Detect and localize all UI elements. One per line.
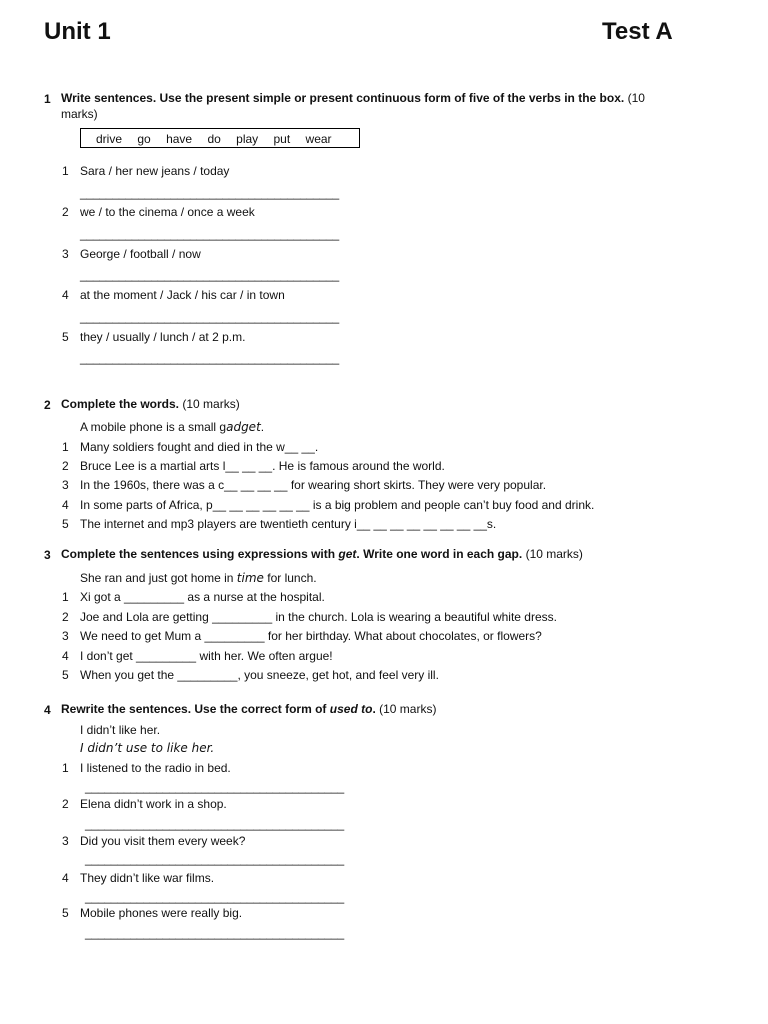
q4-item-prompt: I listened to the radio in bed. (80, 761, 231, 775)
verb-box (80, 128, 360, 148)
verb-word: wear (305, 132, 332, 146)
q4-instruction (61, 701, 711, 717)
q3-item-number: 2 (62, 610, 69, 624)
q4-item-number: 1 (62, 761, 69, 775)
q2-number: 2 (44, 398, 51, 412)
q1-item-number: 2 (62, 205, 69, 219)
q1-item-number: 3 (62, 247, 69, 261)
q1-item-number: 1 (62, 164, 69, 178)
verb-word: drive (96, 132, 123, 146)
q1-item-number: 5 (62, 330, 69, 344)
q2-item-number: 4 (62, 498, 69, 512)
answer-line[interactable]: ________________________________________ (80, 227, 339, 241)
q2-item-text: Many soldiers fought and died in the w__ __. (80, 440, 319, 454)
q4-instruction-usedto: used to (329, 702, 373, 716)
answer-line[interactable]: ________________________________________ (85, 852, 344, 866)
verb-word: put (273, 132, 291, 146)
q3-example-text: She ran and just got home in (80, 571, 234, 585)
q1-instruction (61, 90, 711, 122)
q1-item-prompt: Sara / her new jeans / today (80, 164, 230, 178)
q3-item-number: 4 (62, 649, 69, 663)
q3-item-number: 5 (62, 668, 69, 682)
q4-example-question: I didn’t like her. (80, 723, 161, 737)
q3-item-text: When you get the _________, you sneeze, get hot, and feel very ill. (80, 668, 439, 682)
q4-item-number: 3 (62, 834, 69, 848)
q1-marks-b: marks) (61, 107, 98, 121)
q4-item-number: 5 (62, 906, 69, 920)
q4-item-number: 4 (62, 871, 69, 885)
q2-item-number: 2 (62, 459, 69, 473)
q4-item-number: 2 (62, 797, 69, 811)
q3-instruction-a: Complete the sentences using expressions with (61, 547, 336, 561)
q4-marks: (10 marks) (379, 702, 437, 716)
q4-instruction-b: . (372, 702, 376, 716)
q3-item-text: Joe and Lola are getting _________ in the church. Lola is wearing a beautiful white dress. (80, 610, 557, 624)
q4-example-answer: I didn’t use to like her. (80, 741, 215, 755)
answer-line[interactable]: ________________________________________ (85, 817, 344, 831)
q1-item-prompt: at the moment / Jack / his car / in town (80, 288, 285, 302)
q3-example-answer: time (236, 571, 264, 585)
q3-item-number: 1 (62, 590, 69, 604)
verb-word: go (137, 132, 151, 146)
q2-item-text: In some parts of Africa, p__ __ __ __ __ __ is a big problem and people can’t buy food and drink. (80, 498, 595, 512)
q2-example-end: . (260, 420, 265, 434)
q4-number: 4 (44, 703, 51, 717)
answer-line[interactable]: ________________________________________ (85, 926, 344, 940)
q2-instruction-bold: Complete the words. (61, 397, 180, 411)
q4-item-prompt: Did you visit them every week? (80, 834, 246, 848)
q1-item-prompt: they / usually / lunch / at 2 p.m. (80, 330, 246, 344)
test-title: Test A (602, 18, 673, 45)
q2-item-number: 5 (62, 517, 69, 531)
answer-line[interactable]: ________________________________________ (80, 268, 339, 282)
answer-line[interactable]: ________________________________________ (80, 310, 339, 324)
q3-marks: (10 marks) (525, 547, 583, 561)
q4-instruction-a: Rewrite the sentences. Use the correct form of (61, 702, 327, 716)
q2-example-answer: adget (226, 420, 261, 434)
q4-item-prompt: Mobile phones were really big. (80, 906, 243, 920)
q3-item-text: I don’t get _________ with her. We often argue! (80, 649, 333, 663)
q2-marks: (10 marks) (182, 397, 240, 411)
q3-item-text: We need to get Mum a _________ for her birthday. What about chocolates, or flowers? (80, 629, 542, 643)
verb-word: play (236, 132, 259, 146)
q1-marks-a: (10 (627, 91, 645, 105)
q2-item-text: Bruce Lee is a martial arts l__ __ __. He is famous around the world. (80, 459, 445, 473)
q3-item-text: Xi got a _________ as a nurse at the hospital. (80, 590, 325, 604)
q2-instruction (61, 396, 711, 412)
q3-instruction (61, 546, 711, 562)
answer-line[interactable]: ________________________________________ (85, 780, 344, 794)
q2-item-text: The internet and mp3 players are twentieth century i__ __ __ __ __ __ __ __s. (80, 517, 497, 531)
answer-line[interactable]: ________________________________________ (80, 351, 339, 365)
answer-line[interactable]: ________________________________________ (85, 890, 344, 904)
q1-number: 1 (44, 92, 51, 106)
q2-item-text: In the 1960s, there was a c__ __ __ __ for wearing short skirts. They were very popular. (80, 478, 547, 492)
q1-instruction-bold: Write sentences. Use the present simple or present continuous form of five of the verbs in the box. (61, 91, 625, 105)
q1-item-prompt: we / to the cinema / once a week (80, 205, 255, 219)
q2-item-number: 3 (62, 478, 69, 492)
verb-word: do (207, 132, 221, 146)
unit-title: Unit 1 (44, 18, 111, 45)
q4-item-prompt: Elena didn’t work in a shop. (80, 797, 227, 811)
verb-word: have (166, 132, 193, 146)
q4-item-prompt: They didn’t like war films. (80, 871, 215, 885)
q3-example (80, 571, 317, 585)
q2-example (80, 420, 264, 434)
q3-item-number: 3 (62, 629, 69, 643)
q3-instruction-b: . Write one word in each gap. (356, 547, 523, 561)
answer-line[interactable]: ________________________________________ (80, 186, 339, 200)
q2-example-text: A mobile phone is a small g (80, 420, 227, 434)
q3-example-end: for lunch. (267, 571, 317, 585)
q1-item-prompt: George / football / now (80, 247, 201, 261)
q3-instruction-get: get (338, 547, 357, 561)
q3-number: 3 (44, 548, 51, 562)
q2-item-number: 1 (62, 440, 69, 454)
q1-item-number: 4 (62, 288, 69, 302)
